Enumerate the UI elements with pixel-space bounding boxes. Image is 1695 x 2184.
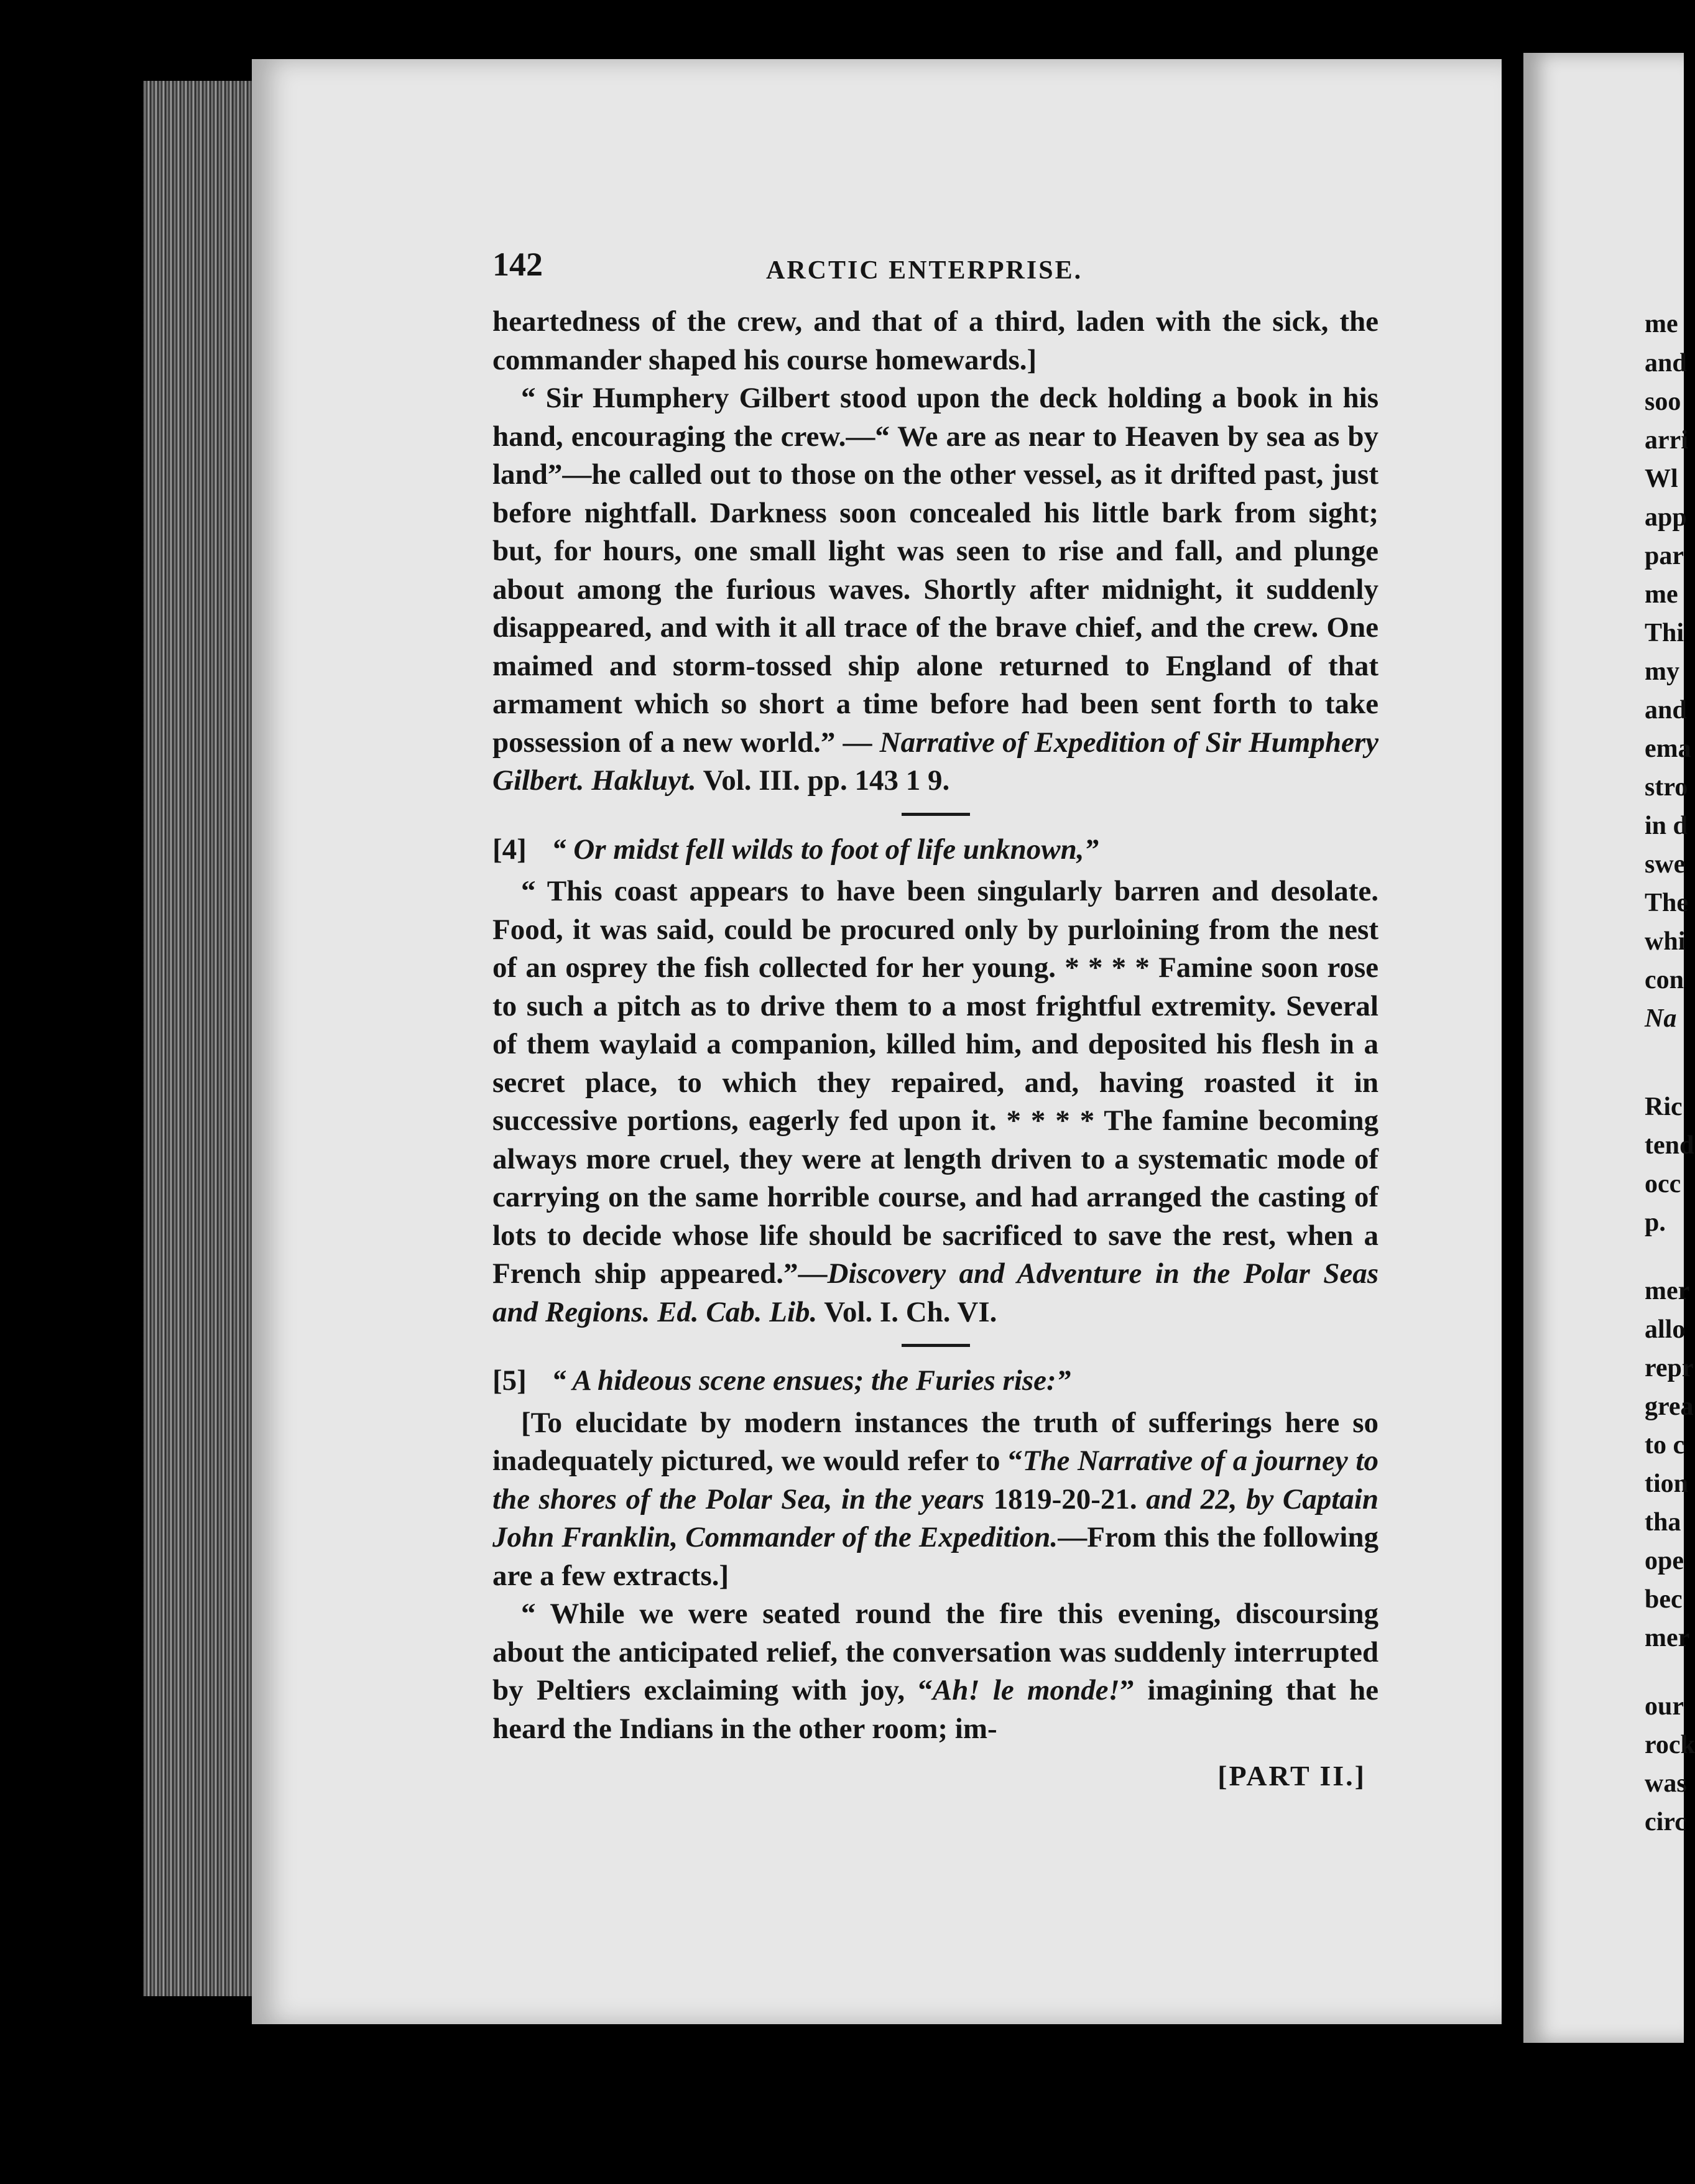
narrative-years: 1819-20-21. xyxy=(993,1483,1137,1515)
facing-page-fragment: con xyxy=(1645,966,1684,994)
facing-page-fragment: p. xyxy=(1645,1208,1666,1237)
facing-page-fragment: swe xyxy=(1645,850,1686,879)
facing-page-fragment: me xyxy=(1645,310,1678,338)
facing-page-fragment: stro xyxy=(1645,773,1688,802)
facing-page-fragment: was xyxy=(1645,1769,1687,1798)
facing-page-fragment: me xyxy=(1645,580,1678,609)
facing-page-fragment: Wl xyxy=(1645,465,1678,493)
intro-text: [To elucidate by modern instances the truth of sufferings here so inadequately pictured, we would refer to “ xyxy=(492,1406,1379,1477)
source-reference: Vol. III. pp. 143 1 9. xyxy=(703,764,950,797)
page-header xyxy=(492,246,1379,295)
facing-page-fragment: my xyxy=(1645,657,1679,686)
facing-page-fragment: app xyxy=(1645,503,1687,532)
page-edges xyxy=(143,81,261,1996)
source-citation: Discovery and Adventure in the Polar Seas and Regions. Ed. Cab. Lib. xyxy=(492,1257,1379,1328)
note-4-heading xyxy=(492,831,1379,869)
note-number: [4] xyxy=(492,833,527,866)
catchword-text: [PART II.] xyxy=(1217,1760,1366,1792)
facing-page-fragment: grea xyxy=(1645,1392,1694,1421)
extract-text-end: ” imagining that he heard the Indians in the other room; im- xyxy=(492,1674,1379,1745)
facing-page-fragment: whi xyxy=(1645,927,1686,956)
section-divider xyxy=(902,813,970,816)
source-reference: Vol. I. Ch. VI. xyxy=(824,1295,997,1328)
note-5-heading xyxy=(492,1362,1379,1400)
facing-page-fragment: allo xyxy=(1645,1315,1686,1344)
facing-page-fragment: Thi xyxy=(1645,619,1684,647)
facing-page-fragment: our xyxy=(1645,1692,1684,1721)
paragraph-gilbert-quote xyxy=(492,379,1379,800)
note-4-body xyxy=(492,872,1379,1331)
note-quote: “ A hideous scene ensues; the Furies rise:” xyxy=(552,1364,1071,1397)
catchword xyxy=(492,1757,1379,1795)
facing-page-fragment: ema xyxy=(1645,734,1691,763)
facing-page-fragment: in d xyxy=(1645,812,1688,840)
exclamation: Ah! le monde! xyxy=(932,1674,1120,1706)
paragraph-continuation: heartedness of the crew, and that of a third, laden with the sick, the commander shaped his course homewards.] xyxy=(492,305,1379,376)
facing-page-fragment: and xyxy=(1645,349,1687,377)
facing-page-fragment: to c xyxy=(1645,1431,1685,1460)
page-content xyxy=(492,246,1379,1795)
extract-text: “ While we were seated round the fire this evening, discoursing about the anticipated relief, the conversation was suddenly interrupted by Peltiers exclaiming with joy, “ xyxy=(492,1598,1379,1706)
narrative-title-cont: and 22, by Captain John Franklin, Commander of the Expedition. xyxy=(492,1483,1379,1553)
narrative-title: The Narrative of a journey to the shores of the Polar Sea, in the years xyxy=(492,1445,1379,1515)
facing-page-fragment: arri xyxy=(1645,426,1688,455)
facing-page-fragment: rock xyxy=(1645,1731,1695,1759)
note-5-intro xyxy=(492,1404,1379,1596)
quote-text: “ This coast appears to have been singularly barren and desolate. Food, it was said, could be procured only by purloining from the nest of an osprey the fish collected for her young. * * * * Famine soon rose to such a pitch as to drive them to a most frightful extremity. Several of them waylaid a companion, killed him, and deposited his flesh in a secret place, to which they repaired, and, having roasted it in successive portions, eagerly fed upon it. * * * * The famine becoming always more cruel, they were at length driven to a systematic mode of carrying on the same horrible course, and had arranged the casting of lots to decide whose life should be sacrificed to save the rest, when a French ship appeared.”— xyxy=(492,875,1379,1290)
facing-page-fragment: and xyxy=(1645,696,1687,724)
facing-page-fragment: bec xyxy=(1645,1585,1683,1614)
source-citation: Narrative of Expedition of Sir Humphery Gilbert. Hakluyt. xyxy=(492,726,1379,797)
facing-page-fragment: Na xyxy=(1645,1004,1677,1033)
facing-page-fragment: tend xyxy=(1645,1131,1694,1160)
note-quote: “ Or midst fell wilds to foot of life unknown,” xyxy=(552,833,1099,866)
facing-page-fragment: mer xyxy=(1645,1277,1690,1305)
facing-page-fragment: par xyxy=(1645,542,1684,570)
note-number: [5] xyxy=(492,1364,527,1397)
facing-page-fragment: soo xyxy=(1645,387,1681,416)
facing-page-fragment: repr xyxy=(1645,1354,1694,1382)
note-5-extract xyxy=(492,1595,1379,1748)
quote-text: “ Sir Humphery Gilbert stood upon the deck holding a book in his hand, encouraging the crew.—“ We are as near to Heaven by sea as by land”—he called out to those on the other vessel, as it drifted past, just before nightfall. Darkness soon concealed his little bark from sight; but, for hours, one small light was seen to rise and fall, and plunge about among the furious waves. Shortly after midnight, it suddenly disappeared, and with it all trace of the brave chief, and the crew. One maimed and storm-tossed ship alone returned to England of that armament which so short a time before had been sent forth to take possession of a new world.” — xyxy=(492,382,1379,759)
section-divider xyxy=(902,1344,970,1347)
facing-page-fragment: Ric xyxy=(1645,1093,1683,1121)
facing-page-fragment: The xyxy=(1645,889,1689,917)
facing-page xyxy=(1523,53,1695,2043)
facing-page-fragment: mer xyxy=(1645,1624,1690,1652)
facing-page-fragment: occ xyxy=(1645,1170,1681,1198)
running-title: ARCTIC ENTERPRISE. xyxy=(766,256,1083,285)
facing-page-fragment: tha xyxy=(1645,1508,1681,1537)
page-number: 142 xyxy=(492,246,543,283)
facing-page-fragment: ope xyxy=(1645,1547,1684,1575)
facing-page-fragment: circ xyxy=(1645,1808,1686,1836)
intro-text-end: —From this the following are a few extracts.] xyxy=(492,1521,1379,1592)
facing-page-fragment: tion xyxy=(1645,1469,1689,1498)
